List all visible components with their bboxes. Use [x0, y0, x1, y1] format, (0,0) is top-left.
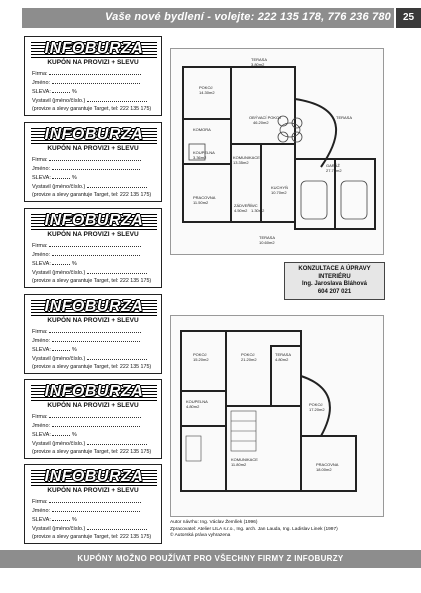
name-field[interactable]: Jméno:	[32, 250, 140, 258]
consult-line: INTERIÉRU	[318, 273, 351, 280]
room-label: KOMUNIKACE	[233, 155, 260, 160]
room-label: POKOJ	[309, 402, 323, 407]
infoburza-logo: INFOBURZA	[31, 298, 157, 316]
issued-field[interactable]: Vystavil (jméno/číslo.)	[32, 96, 147, 104]
guarantee-note: (provize a slevy garantuje Target, tel: 222 135 175)	[32, 192, 152, 198]
room-area: 27.72m2	[326, 168, 342, 173]
room-area: 4.80m2	[275, 357, 289, 362]
coupon-title: KUPÓN NA PROVIZI + SLEVU	[47, 487, 139, 494]
page-footer: KUPÓNY MOŽNO POUŽÍVAT PRO VŠECHNY FIRMY Z INFOBURZY	[0, 550, 421, 568]
discount-field[interactable]: SLEVA: %	[32, 347, 77, 353]
firm-field[interactable]: Firma:	[32, 155, 141, 163]
consult-line: KONZULTACE A ÚPRAVY	[298, 266, 371, 272]
coupon-card	[24, 36, 162, 116]
credits	[170, 520, 400, 540]
page-number: 25	[396, 8, 421, 28]
room-area: 10.70m2	[271, 190, 287, 195]
guarantee-note: (provize a slevy garantuje Target, tel: 222 135 175)	[32, 534, 152, 540]
discount-field[interactable]: SLEVA: %	[32, 261, 77, 267]
room-area: 3.36m2	[193, 155, 207, 160]
room-label: PRACOVNA	[193, 195, 216, 200]
infoburza-logo: INFOBURZA	[31, 126, 157, 144]
room-label: TERASA	[259, 235, 276, 240]
floor-plan-ground-drawing	[171, 49, 383, 254]
room-label: KOUPELNA	[193, 150, 215, 155]
room-area: 1.30m2	[251, 208, 265, 213]
room-label: POKOJ	[193, 352, 207, 357]
room-label: PRACOVNA	[316, 462, 339, 467]
coupon-card	[24, 208, 162, 288]
guarantee-note: (provize a slevy garantuje Target, tel: 222 135 175)	[32, 278, 152, 284]
name-field[interactable]: Jméno:	[32, 421, 140, 429]
coupon-title: KUPÓN NA PROVIZI + SLEVU	[47, 145, 139, 152]
issued-field[interactable]: Vystavil (jméno/číslo.)	[32, 268, 147, 276]
room-area: 11.50m2	[193, 200, 209, 205]
discount-field[interactable]: SLEVA: %	[32, 432, 77, 438]
discount-field[interactable]: SLEVA: %	[32, 89, 77, 95]
firm-field[interactable]: Firma:	[32, 412, 141, 420]
room-area: 11.80m2	[231, 462, 247, 467]
room-area: 21.20m2	[241, 357, 257, 362]
consult-name: Ing. Jaroslava Bláhová	[301, 281, 368, 287]
credit-processor: Zpracovatel: Atelier LILA s.r.o., Ing. arch. Jan Lauda, Ing. Ladislav Linek (1997)	[170, 526, 338, 532]
infoburza-logo: INFOBURZA	[31, 383, 157, 401]
discount-field[interactable]: SLEVA: %	[32, 175, 77, 181]
name-field[interactable]: Jméno:	[32, 336, 140, 344]
issued-field[interactable]: Vystavil (jméno/číslo.)	[32, 182, 147, 190]
room-area: 4.80m2	[186, 404, 200, 409]
guarantee-note: (provize a slevy garantuje Target, tel: 222 135 175)	[32, 106, 152, 112]
name-field[interactable]: Jméno:	[32, 78, 140, 86]
infoburza-logo: INFOBURZA	[31, 212, 157, 230]
coupon-title: KUPÓN NA PROVIZI + SLEVU	[47, 231, 139, 238]
firm-field[interactable]: Firma:	[32, 497, 141, 505]
room-label: TERASA	[275, 352, 292, 357]
coupon-title: KUPÓN NA PROVIZI + SLEVU	[47, 317, 139, 324]
coupon-title: KUPÓN NA PROVIZI + SLEVU	[47, 59, 139, 66]
room-area: 15.20m2	[193, 357, 209, 362]
room-label: GARÁŽ	[326, 163, 340, 168]
firm-field[interactable]: Firma:	[32, 327, 141, 335]
room-label: TERASA	[336, 115, 353, 120]
page-header	[0, 8, 421, 28]
room-label: KUCHYŇ	[271, 185, 288, 190]
floor-plan-upper-drawing	[171, 316, 383, 516]
room-label: OBÝVACÍ POKOJ	[249, 115, 282, 120]
guarantee-note: (provize a slevy garantuje Target, tel: 222 135 175)	[32, 449, 152, 455]
room-area: 4.50m2	[234, 208, 248, 213]
issued-field[interactable]: Vystavil (jméno/číslo.)	[32, 439, 147, 447]
room-area: 14.30m2	[199, 90, 215, 95]
room-area: 18.00m2	[316, 467, 332, 472]
firm-field[interactable]: Firma:	[32, 69, 141, 77]
room-label: KOMUNIKACE	[231, 457, 258, 462]
consultation-box	[284, 262, 385, 300]
consult-phone: 604 207 021	[317, 288, 352, 295]
room-area: 13.35m2	[233, 160, 249, 165]
name-field[interactable]: Jméno:	[32, 506, 140, 514]
room-area: 10.60m2	[259, 240, 275, 245]
firm-field[interactable]: Firma:	[32, 241, 141, 249]
coupon-card	[24, 122, 162, 202]
room-label: POKOJ	[241, 352, 255, 357]
floor-plan-ground	[170, 48, 384, 255]
coupon-card	[24, 464, 162, 544]
discount-field[interactable]: SLEVA: %	[32, 517, 77, 523]
coupon-card	[24, 379, 162, 459]
issued-field[interactable]: Vystavil (jméno/číslo.)	[32, 354, 147, 362]
floor-plan-upper	[170, 315, 384, 517]
coupon-title: KUPÓN NA PROVIZI + SLEVU	[47, 402, 139, 409]
room-label: ZÁDVEŘÍ	[234, 203, 252, 208]
coupon-card	[24, 294, 162, 374]
room-label: POKOJ	[199, 85, 213, 90]
guarantee-note: (provize a slevy garantuje Target, tel: 222 135 175)	[32, 364, 152, 370]
infoburza-logo: INFOBURZA	[31, 468, 157, 486]
name-field[interactable]: Jméno:	[32, 164, 140, 172]
room-area: 17.20m2	[309, 407, 325, 412]
room-label: TERASA	[251, 57, 268, 62]
credit-author: Autor návrhu: Ing. Václav Žemlíek (1996)	[170, 520, 258, 525]
header-title: Vaše nové bydlení - volejte: 222 135 178, 776 236 780	[105, 11, 391, 23]
room-label: WC	[251, 203, 258, 208]
issued-field[interactable]: Vystavil (jméno/číslo.)	[32, 524, 147, 532]
room-label: KOMORA	[193, 127, 211, 132]
credit-copyright: © Autorská práva vyhrazena	[170, 533, 231, 538]
room-area: 3.80m2	[251, 62, 265, 67]
infoburza-logo: INFOBURZA	[31, 40, 157, 58]
room-label: KOUPELNA	[186, 399, 208, 404]
room-area: 46.20m2	[253, 120, 269, 125]
